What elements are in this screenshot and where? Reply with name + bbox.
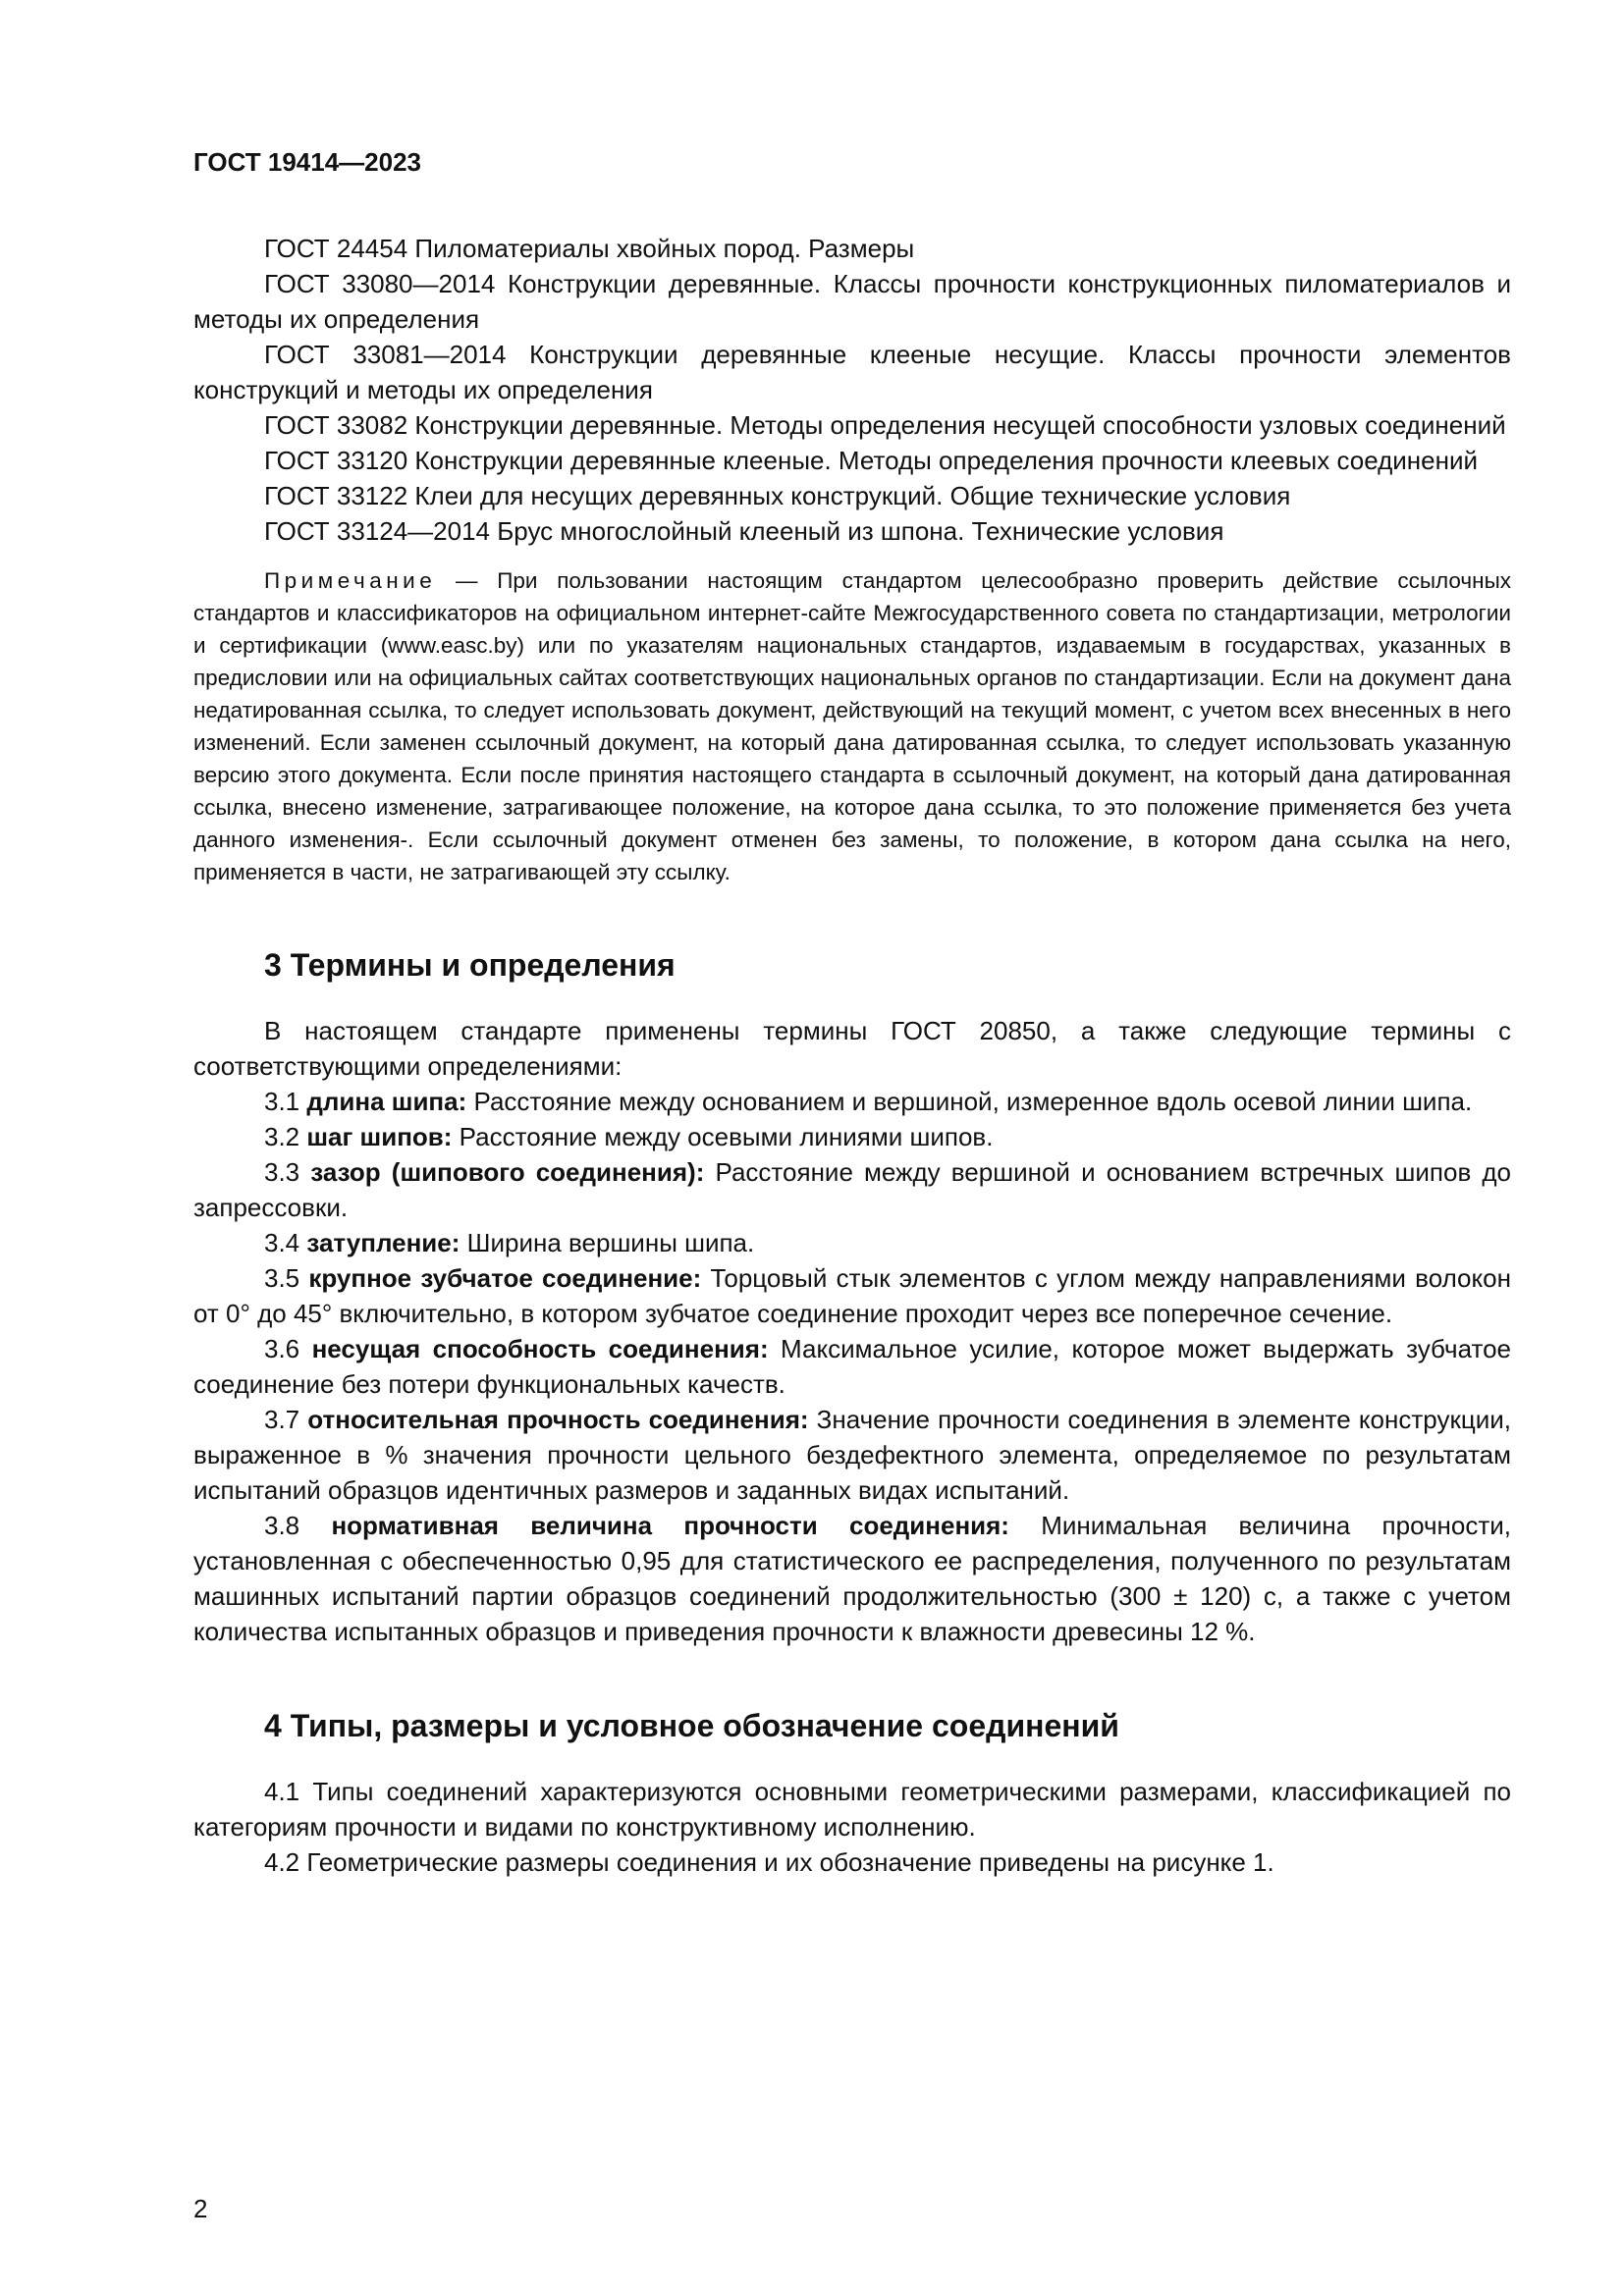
term-name: шаг шипов: — [306, 1122, 453, 1151]
term-definition-text: Торцовый стык элементов с углом между направлениями волокон от 0° до 45° включительно, в котором зубчатое соединение проходит через все поперечное сечение. — [193, 1263, 1511, 1328]
term-definition-text: Значение прочности соединения в элементе конструкции, выраженное в % значения прочности цельного бездефектного элемента, определяемое по результатам испытаний образцов идентичных размеров и заданных видах испытаний. — [193, 1405, 1511, 1505]
term-definition — [193, 1260, 1511, 1331]
standard-id-header: ГОСТ 19414—2023 — [193, 147, 421, 177]
section-3-intro: В настоящем стандарте применены термины ГОСТ 20850, а также следующие термины с соответствующими определениями: — [193, 1016, 1511, 1081]
term-number: 3.2 — [264, 1122, 307, 1151]
note-text: — При пользовании настоящим стандартом целесообразно проверить действие ссылочных стандартов и классификаторов на официальном интернет-сайте Межгосударственного совета по стандартизации, метрологии и сертификации (www.easc.by) или по указателям национальных стандартов, издаваемым в государствах, указанных в предисловии или на официальных сайтах соответствующих национальных органов по стандартизации. Если на документ дана недатированная ссылка, то следует использовать документ, действующий на текущий момент, с учетом всех внесенных в него изменений. Если заменен ссылочный документ, на который дана датированная ссылка, то следует использовать указанную версию этого документа. Если после принятия настоящего стандарта в ссылочный документ, на который дана датированная ссылка, внесено изменение, затрагивающее положение, на которое дана ссылка, то это положение применяется без учета данного изменения-. Если ссылочный документ отменен без замены, то положение, в котором дана ссылка на него, применяется в части, не затрагивающей эту ссылку. — [193, 568, 1511, 884]
term-definition-text: Минимальная величина прочности, установленная с обеспеченностью 0,95 для статистического ее распределения, полученного по результатам машинных испытаний партии образцов соединений продолжительностью (300 ± 120) с, а также с учетом количества испытанных образцов и приведения прочности к влажности древесины 12 %. — [193, 1511, 1511, 1646]
term-definition — [193, 1331, 1511, 1402]
term-definition — [193, 1154, 1511, 1225]
page-number: 2 — [193, 2194, 208, 2223]
term-definition-text: Ширина вершины шипа. — [460, 1228, 755, 1257]
term-name: зазор (шипового соединения): — [310, 1157, 705, 1187]
term-number: 3.6 — [264, 1334, 312, 1363]
reference-item: ГОСТ 33122 Клеи для несущих деревянных конструкций. Общие технические условия — [264, 481, 1291, 510]
term-definition — [193, 1119, 1511, 1154]
reference-item: ГОСТ 33082 Конструкции деревянные. Методы определения несущей способности узловых соединений — [264, 410, 1506, 440]
term-number: 3.1 — [264, 1087, 307, 1116]
reference-item: ГОСТ 33124—2014 Брус многослойный клееный из шпона. Технические условия — [264, 516, 1224, 546]
section-4-paragraph: 4.2 Геометрические размеры соединения и их обозначение приведены на рисунке 1. — [264, 1847, 1274, 1877]
term-definition — [193, 1084, 1511, 1119]
term-definition — [193, 1225, 1511, 1260]
term-number: 3.5 — [264, 1263, 309, 1293]
term-number: 3.3 — [264, 1157, 311, 1187]
note-prefix: Примечание — [264, 568, 437, 593]
term-definition-text: Расстояние между основанием и вершиной, измеренное вдоль осевой линии шипа. — [466, 1087, 1473, 1116]
reference-item: ГОСТ 33120 Конструкции деревянные клееные. Методы определения прочности клеевых соединений — [264, 446, 1479, 475]
term-name: длина шипа: — [306, 1087, 467, 1116]
term-name: крупное зубчатое соединение: — [308, 1263, 702, 1293]
term-number: 3.4 — [264, 1228, 307, 1257]
term-definition — [193, 1402, 1511, 1508]
term-name: несущая способность соединения: — [311, 1334, 769, 1363]
reference-item: ГОСТ 24454 Пиломатериалы хвойных пород. Размеры — [264, 234, 915, 263]
reference-item: ГОСТ 33080—2014 Конструкции деревянные. Классы прочности конструкционных пиломатериалов и методы их определения — [193, 269, 1511, 334]
term-name: нормативная величина прочности соединения: — [331, 1511, 1009, 1540]
document-page — [193, 147, 1511, 1880]
section-3-heading: 3 Термины и определения — [264, 947, 676, 983]
term-definition — [193, 1508, 1511, 1649]
reference-item: ГОСТ 33081—2014 Конструкции деревянные клееные несущие. Классы прочности элементов конструкций и методы их определения — [193, 340, 1511, 404]
term-number: 3.8 — [264, 1511, 332, 1540]
section-4-paragraph: 4.1 Типы соединений характеризуются основными геометрическими размерами, классификацией по категориям прочности и видами по конструктивному исполнению. — [193, 1777, 1511, 1842]
term-number: 3.7 — [264, 1405, 308, 1434]
term-name: затупление: — [306, 1228, 460, 1257]
term-definition-text: Расстояние между осевыми линиями шипов. — [452, 1122, 994, 1151]
term-definition-text: Расстояние между вершиной и основанием встречных шипов до запрессовки. — [193, 1157, 1512, 1222]
section-4-heading: 4 Типы, размеры и условное обозначение соединений — [264, 1708, 1119, 1743]
note-paragraph — [193, 564, 1511, 888]
references-list — [193, 231, 1511, 549]
term-definition-text: Максимальное усилие, которое может выдержать зубчатое соединение без потери функциональных качеств. — [193, 1334, 1511, 1399]
term-name: относительная прочность соединения: — [307, 1405, 809, 1434]
